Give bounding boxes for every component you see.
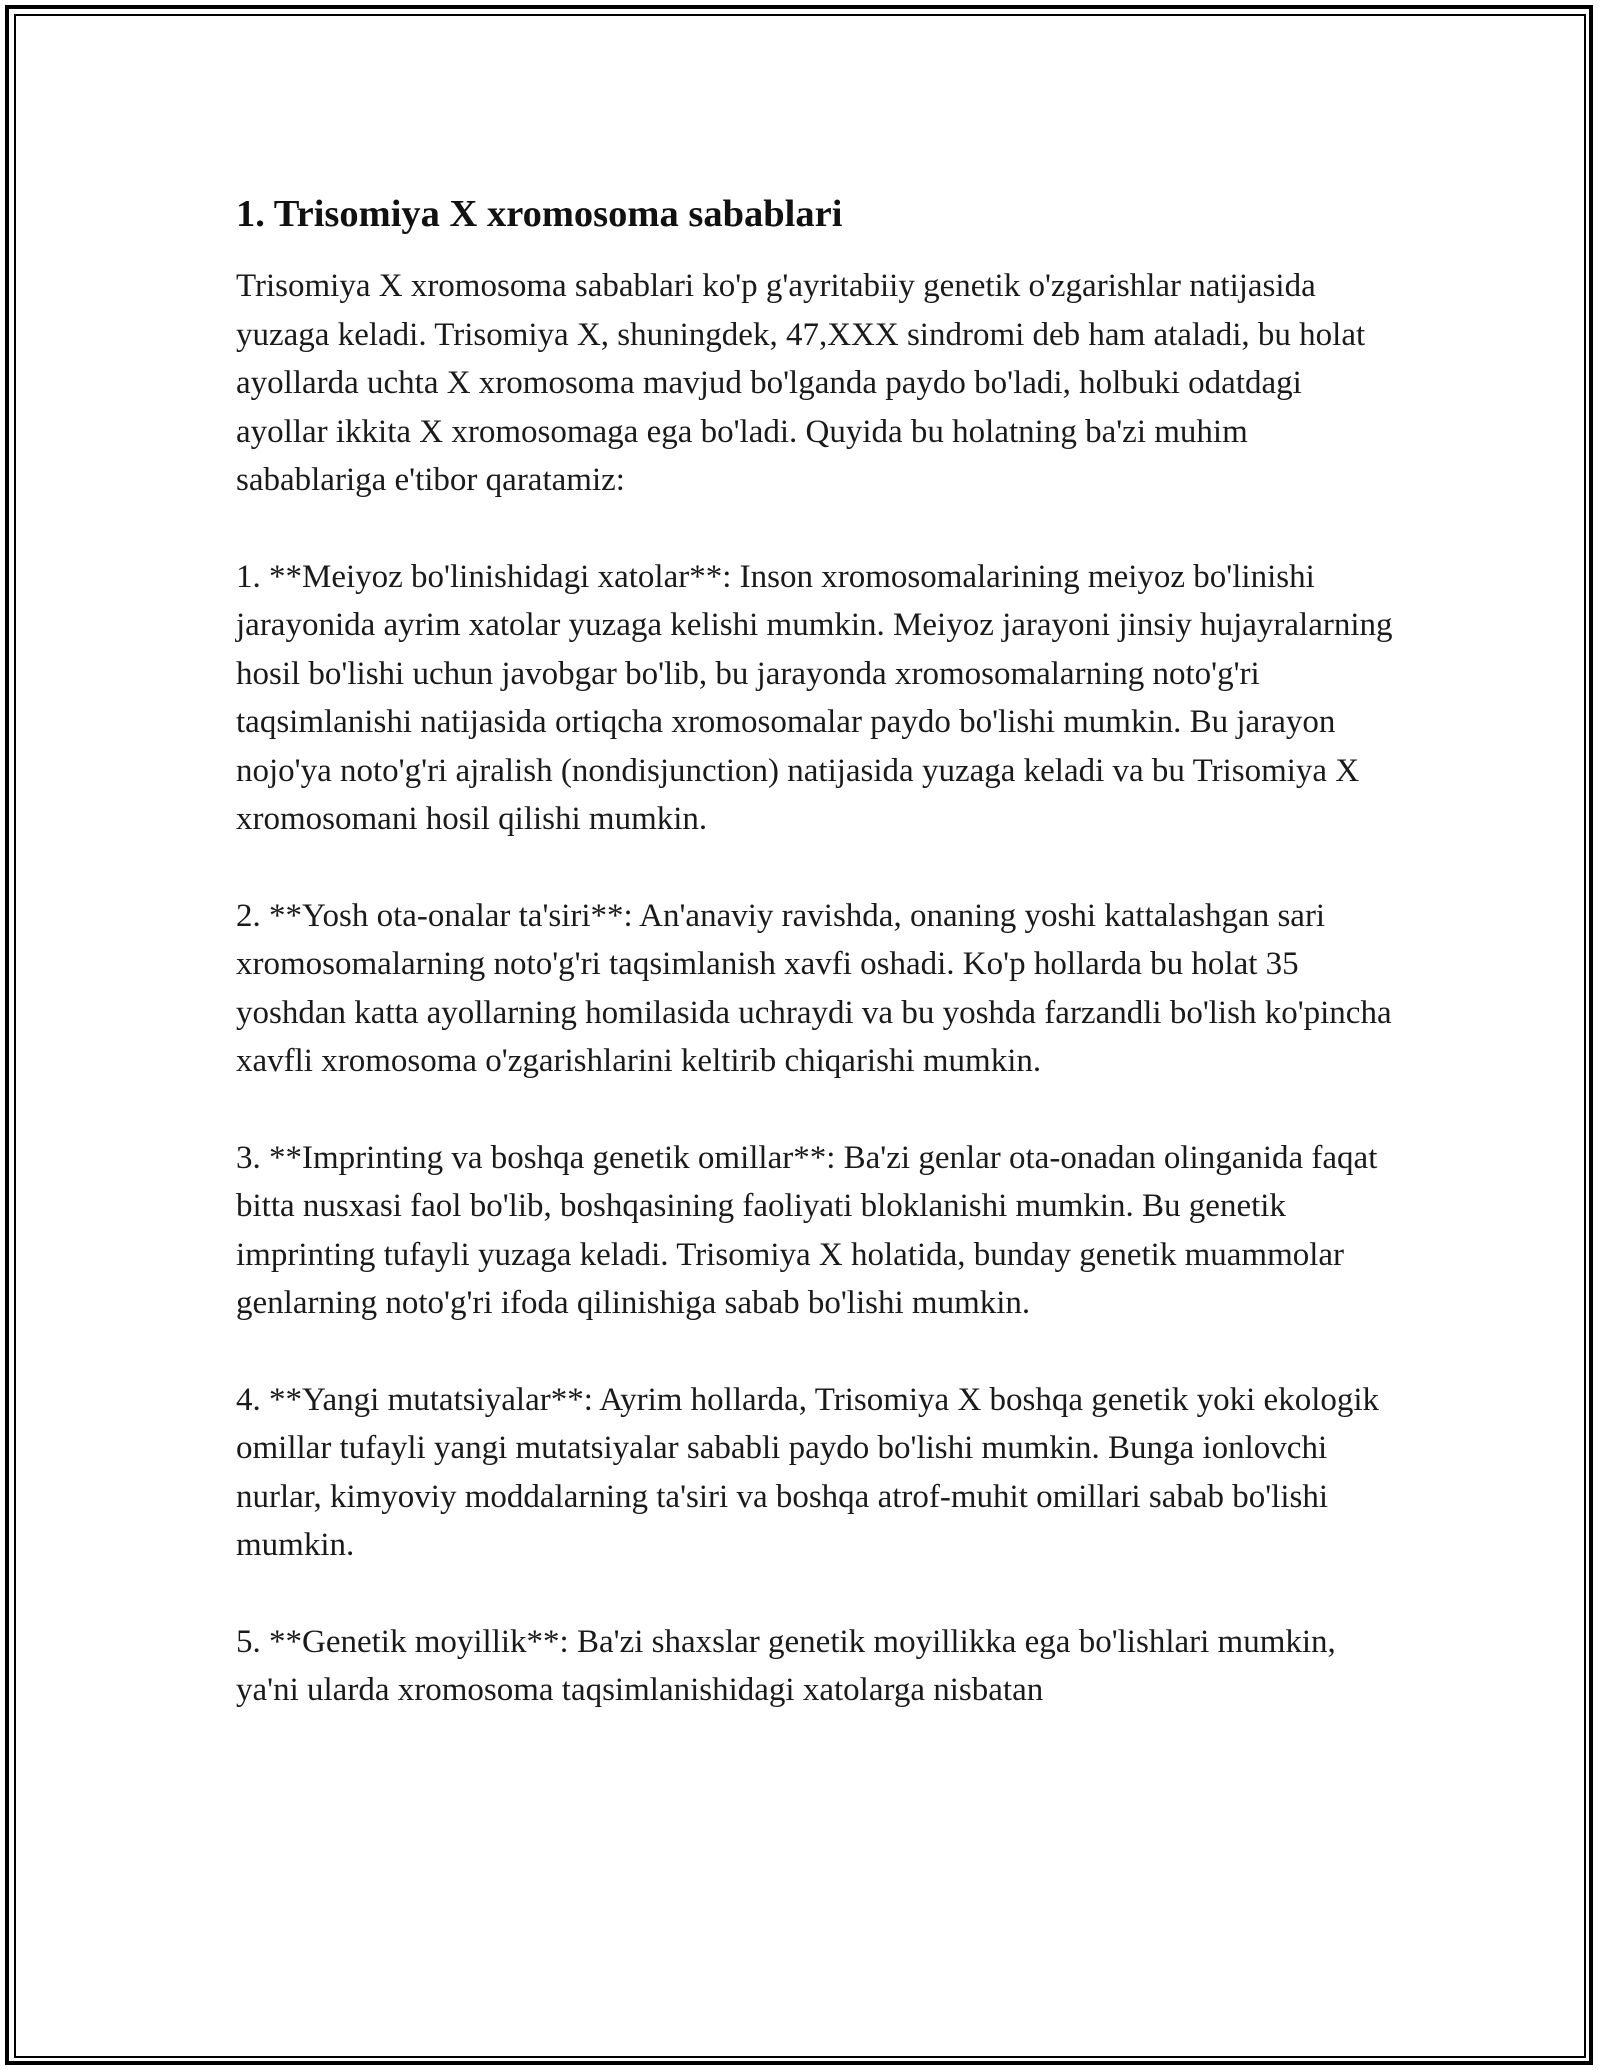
paragraph-parental-age: 2. **Yosh ota-onalar ta'siri**: An'anaviy ravishda, onaning yoshi kattalashgan sari xromosomalarning noto'g'ri taqsimlanish xavfi oshadi. Ko'p hollarda bu holat 35 yoshdan katta ayollarning homilasida uchraydi va bu yoshda farzandli bo'lish ko'pincha xavfli xromosoma o'zgarishlarini keltirib chiqarishi mumkin. — [236, 897, 1392, 1079]
document-body — [236, 188, 1396, 1763]
paragraph-meiosis-errors: 1. **Meiyoz bo'linishidagi xatolar**: Inson xromosomalarining meiyoz bo'linishi jarayonida ayrim xatolar yuzaga kelishi mumkin. Meiyoz jarayoni jinsiy hujayralarning hosil bo'lishi uchun javobgar bo'lib, bu jarayonda xromosomalarning noto'g'ri taqsimlanishi natijasida ortiqcha xromosomalar paydo bo'lishi mumkin. Bu jarayon nojo'ya noto'g'ri ajralish (nondisjunction) natijasida yuzaga keladi va bu Trisomiya X xromosomani hosil qilishi mumkin. — [236, 558, 1393, 837]
paragraph-new-mutations: 4. **Yangi mutatsiyalar**: Ayrim hollarda, Trisomiya X boshqa genetik yoki ekologik omillar tufayli yangi mutatsiyalar sababli paydo bo'lishi mumkin. Bunga ionlovchi nurlar, kimyoviy moddalarning ta'siri va boshqa atrof-muhit omillari sabab bo'lishi mumkin. — [236, 1381, 1380, 1563]
section-heading: 1. Trisomiya X xromosoma sabablari — [236, 193, 843, 235]
intro-paragraph: Trisomiya X xromosoma sabablari ko'p g'ayritabiiy genetik o'zgarishlar natijasida yuzaga keladi. Trisomiya X, shuningdek, 47,XXX sindromi deb ham ataladi, bu holat ayollarda uchta X xromosoma mavjud bo'lganda paydo bo'ladi, holbuki odatdagi ayollar ikkita X xromosomaga ega bo'ladi. Quyida bu holatning ba'zi muhim sabablariga e'tibor qaratamiz: — [236, 268, 1366, 498]
paragraph-imprinting: 3. **Imprinting va boshqa genetik omillar**: Ba'zi genlar ota-onadan olinganida faqat bitta nusxasi faol bo'lib, boshqasining faoliyati bloklanishi mumkin. Bu genetik imprinting tufayli yuzaga keladi. Trisomiya X holatida, bunday genetik muammolar genlarning noto'g'ri ifoda qilinishiga sabab bo'lishi mumkin. — [236, 1139, 1378, 1321]
paragraph-genetic-predisposition: 5. **Genetik moyillik**: Ba'zi shaxslar genetik moyillikka ega bo'lishlari mumkin, ya'ni ularda xromosoma taqsimlanishidagi xatolarga nisbatan — [236, 1623, 1336, 1708]
